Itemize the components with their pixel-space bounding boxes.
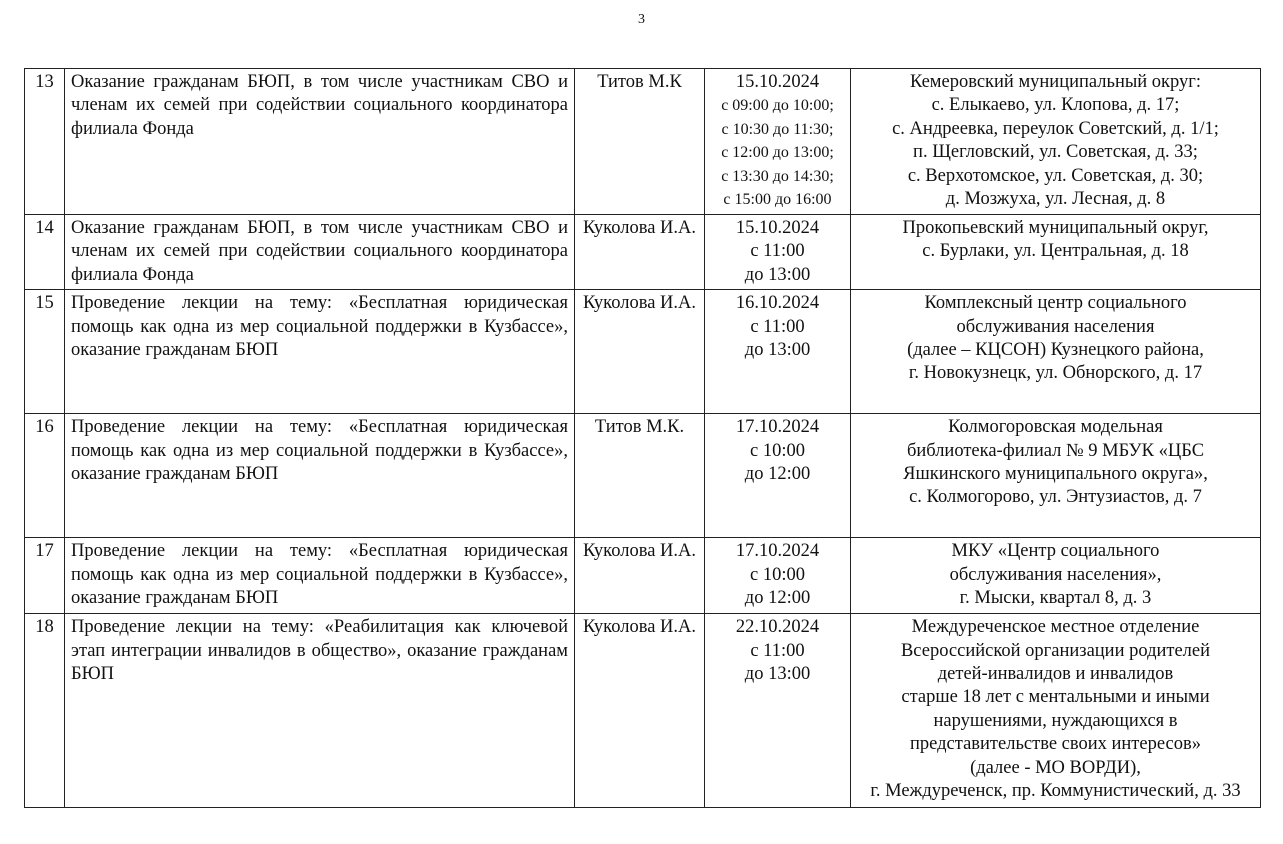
row-number: 16 — [25, 414, 65, 538]
venue-line: (далее - МО ВОРДИ), — [970, 757, 1141, 778]
responsible-person: Куколова И.А. — [575, 290, 705, 414]
responsible-person: Куколова И.А. — [575, 614, 705, 808]
venue-cell — [851, 290, 1261, 414]
venue-line: обслуживания населения — [956, 316, 1155, 337]
date-time-cell — [705, 215, 851, 290]
time-slot: с 12:00 до 13:00; — [721, 144, 834, 162]
event-description: Проведение лекции на тему: «Бесплатная юридическая помощь как одна из мер социальной поддержки в Кузбассе», оказание гражданам БЮП — [65, 290, 575, 414]
venue-line: нарушениями, нуждающихся в — [933, 710, 1178, 731]
venue-line: МКУ «Центр социального — [951, 541, 1160, 562]
event-date: 15.10.2024 — [735, 218, 820, 238]
date-time-cell — [705, 290, 851, 414]
venue-cell — [851, 538, 1261, 614]
venue-line: библиотека-филиал № 9 МБУК «ЦБС — [906, 440, 1205, 461]
date-time-cell — [705, 538, 851, 614]
venue-line: г. Новокузнецк, ул. Обнорского, д. 17 — [908, 363, 1203, 384]
venue-line: Кемеровский муниципальный округ: — [909, 72, 1202, 92]
time-slot: с 10:00 — [750, 564, 805, 585]
event-date: 22.10.2024 — [735, 617, 820, 638]
time-slot: с 13:30 до 14:30; — [721, 167, 834, 185]
time-slot: с 10:00 — [750, 440, 805, 461]
row-number: 18 — [25, 614, 65, 808]
row-number: 14 — [25, 215, 65, 290]
venue-line: Колмогоровская модельная — [948, 417, 1163, 438]
venue-line: Междуреченское местное отделение — [911, 617, 1200, 638]
venue-line: обслуживания населения», — [949, 564, 1162, 585]
table-row — [25, 215, 1261, 290]
time-slot: с 11:00 — [750, 640, 805, 661]
event-date: 17.10.2024 — [735, 541, 820, 562]
row-number: 13 — [25, 69, 65, 215]
page-number: 3 — [638, 12, 645, 27]
date-time-cell — [705, 69, 851, 215]
table-row — [25, 538, 1261, 614]
venue-line: с. Бурлаки, ул. Центральная, д. 18 — [922, 241, 1189, 262]
event-description: Оказание гражданам БЮП, в том числе участникам СВО и членам их семей при содействии социального координатора филиала Фонда — [65, 69, 575, 215]
event-date: 17.10.2024 — [735, 417, 820, 438]
event-date: 16.10.2024 — [735, 293, 820, 314]
event-description: Проведение лекции на тему: «Бесплатная юридическая помощь как одна из мер социальной поддержки в Кузбассе», оказание гражданам БЮП — [65, 538, 575, 614]
venue-line: д. Мозжуха, ул. Лесная, д. 8 — [945, 189, 1166, 210]
venue-line: с. Верхотомское, ул. Советская, д. 30; — [907, 165, 1204, 186]
venue-line: Яшкинского муниципального округа», — [903, 464, 1208, 485]
responsible-person: Титов М.К. — [575, 414, 705, 538]
time-slot: до 12:00 — [744, 464, 811, 485]
venue-line: с. Колмогорово, ул. Энтузиастов, д. 7 — [909, 487, 1202, 508]
time-slot: с 10:30 до 11:30; — [721, 120, 834, 138]
venue-line: Прокопьевский муниципальный округ, — [902, 218, 1209, 238]
events-table — [24, 68, 1261, 808]
venue-line: Всероссийской организации родителей — [900, 640, 1211, 661]
venue-line: п. Щегловский, ул. Советская, д. 33; — [913, 142, 1198, 163]
time-slot: до 13:00 — [744, 340, 811, 361]
responsible-person: Куколова И.А. — [575, 538, 705, 614]
venue-line: (далее – КЦСОН) Кузнецкого района, — [907, 340, 1204, 361]
event-date: 15.10.2024 — [735, 72, 820, 92]
time-slot: с 11:00 — [750, 316, 805, 337]
table-row — [25, 69, 1261, 215]
responsible-person: Куколова И.А. — [575, 215, 705, 290]
row-number: 17 — [25, 538, 65, 614]
venue-line: старше 18 лет с ментальными и иными — [901, 687, 1210, 708]
time-slot: с 15:00 до 16:00 — [723, 191, 832, 209]
venue-line: представительстве своих интересов» — [910, 734, 1201, 755]
event-description: Проведение лекции на тему: «Бесплатная юридическая помощь как одна из мер социальной поддержки в Кузбассе», оказание гражданам БЮП — [65, 414, 575, 538]
time-slot: с 11:00 — [750, 241, 805, 262]
row-number: 15 — [25, 290, 65, 414]
venue-line: с. Андреевка, переулок Советский, д. 1/1; — [892, 118, 1219, 139]
time-slot: до 13:00 — [744, 264, 811, 285]
time-slot: до 13:00 — [744, 664, 811, 685]
time-slot: до 12:00 — [744, 588, 811, 609]
date-time-cell — [705, 414, 851, 538]
venue-cell — [851, 414, 1261, 538]
table-row — [25, 614, 1261, 808]
venue-line: Комплексный центр социального — [924, 293, 1187, 314]
venue-line: г. Мыски, квартал 8, д. 3 — [959, 588, 1152, 609]
venue-line: с. Елыкаево, ул. Клопова, д. 17; — [931, 95, 1180, 116]
event-description: Проведение лекции на тему: «Реабилитация как ключевой этап интеграции инвалидов в общество», оказание гражданам БЮП — [65, 614, 575, 808]
venue-cell — [851, 614, 1261, 808]
venue-line: г. Междуреченск, пр. Коммунистический, д. 33 — [870, 781, 1241, 802]
table-row — [25, 414, 1261, 538]
event-description: Оказание гражданам БЮП, в том числе участникам СВО и членам их семей при содействии социального координатора филиала Фонда — [65, 215, 575, 290]
venue-line: детей-инвалидов и инвалидов — [937, 664, 1174, 685]
venue-cell — [851, 69, 1261, 215]
table-row — [25, 290, 1261, 414]
time-slot: с 09:00 до 10:00; — [721, 97, 834, 115]
responsible-person: Титов М.К — [575, 69, 705, 215]
venue-cell — [851, 215, 1261, 290]
date-time-cell — [705, 614, 851, 808]
